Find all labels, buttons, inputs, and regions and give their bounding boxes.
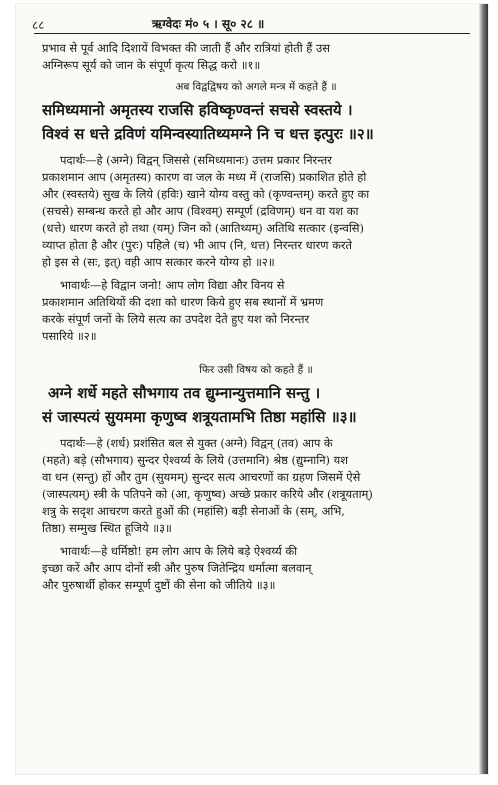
text-line: प्रभाव से पूर्व आदि दिशायें विभक्त की जाती हैं और रात्रियां होती हैं उस xyxy=(42,41,330,55)
mantra-verse xyxy=(42,381,470,429)
bhavartha-paragraph xyxy=(42,277,470,345)
text-line: और (स्वस्तये) सुख के लिये (हविः) खाने योग्य वस्तु को (कृण्वन्तम्) करते हुए का xyxy=(42,187,370,201)
text-line: वा धन (सन्तु) हों और तुम (सुयमम्) सुन्दर सत्य आचरणों का ग्रहण जिसमें ऐसे xyxy=(42,470,361,484)
text-line: (धत्ते) धारण करते हो तथा (यम्) जिन को (आतिथ्यम्) अतिथि सत्कार (इन्वसि) xyxy=(42,221,364,235)
text-line: भावार्थः—हे विद्वान जनो! आप लोग विद्या और विनय से xyxy=(60,278,285,292)
text-line: पदार्थः—हे (शर्ध) प्रशंसित बल से युक्त (अग्ने) विद्वन् (तव) आप के xyxy=(60,436,333,450)
padartha-paragraph xyxy=(42,435,470,537)
section-intro: फिर उसी विषय को कहते हैं ॥ xyxy=(199,364,313,376)
text-line: शत्रु के सदृश आचरण करते हुओं की (महांसि) बड़ी सेनाओं के (सम्, अभि, xyxy=(42,504,345,518)
bhavartha-paragraph xyxy=(42,543,470,594)
header-rule xyxy=(34,33,470,34)
text-line: (महते) बड़े (सौभगाय) सुन्दर ऐश्वर्य्य के लिये (उत्तमानि) श्रेष्ठ (द्युम्नानि) यश xyxy=(42,453,348,467)
text-line: हो इस से (सः, इत्) वही आप सत्कार करने योग्य हो ॥२॥ xyxy=(42,255,275,269)
continuation-text xyxy=(42,40,470,74)
mantra-line: विश्वं स धत्ते द्रविणं यमिन्वस्यातिथ्यमग्ने नि च धत्त इत्पुरः ॥२॥ xyxy=(42,125,374,143)
text-line: अग्निरूप सूर्य को जान के संपूर्ण कृत्य सिद्ध करो ॥१॥ xyxy=(42,58,261,72)
padartha-paragraph xyxy=(42,152,470,271)
text-line: प्रकाशमान अतिथियों की दशा को धारण किये हुए सब स्थानों में भ्रमण xyxy=(42,295,324,309)
text-line: (जास्पत्यम्) स्त्री के पतिपने को (आ, कृणुष्व) अच्छे प्रकार करिये और (शत्रूयताम्) xyxy=(42,487,373,501)
mantra-line: समिध्यमानो अमृतस्य राजसि हविष्कृण्वन्तं सचसे स्वस्तये । xyxy=(42,101,353,119)
page-gutter-shadow xyxy=(479,4,488,774)
text-line: (सचसे) सम्बन्ध करते हो और आप (विश्वम्) सम्पूर्ण (द्रविणम्) धन वा यश का xyxy=(42,204,359,218)
running-title: ऋग्वेदः मं० ५ । सू० २८ ॥ xyxy=(152,17,265,31)
text-line: व्याप्त होता है और (पुरः) पहिले (च) भी आप (नि, धत्त) निरन्तर धारण करते xyxy=(42,238,353,252)
text-line: तिष्ठा) सम्मुख स्थित हूजिये ॥३॥ xyxy=(42,521,172,535)
text-line: पसारिये ॥२॥ xyxy=(42,329,97,343)
book-page xyxy=(16,4,488,774)
text-line: इच्छा करें और आप दोनों स्त्री और पुरुष जितेन्द्रिय धर्मात्मा बलवान् xyxy=(42,561,312,575)
text-line: भावार्थः—हे धर्मिष्ठो! हम लोग आप के लिये बड़े ऐश्वर्य्य की xyxy=(60,544,298,558)
text-line: प्रकाशमान आप (अमृतस्य) कारण वा जल के मध्य में (राजसि) प्रकाशित होते हो xyxy=(42,170,367,184)
text-line: करके संपूर्ण जनों के लिये सत्य का उपदेश देते हुए यश को निरन्तर xyxy=(42,312,310,326)
page-number: ८८ xyxy=(32,18,45,32)
text-line: पदार्थः—हे (अग्ने) विद्वन् जिससे (समिध्यमानः) उत्तम प्रकार निरन्तर xyxy=(60,153,332,167)
mantra-line: सं जास्पत्यं सुयममा कृणुष्व शत्रूयतामभि तिष्ठा महांसि ॥३॥ xyxy=(42,408,357,426)
mantra-verse xyxy=(42,98,470,146)
text-line: और पुरुषार्थी होकर सम्पूर्ण दुष्टों की सेना को जीतिये ॥३॥ xyxy=(42,578,276,592)
mantra-line: अग्ने शर्धे महते सौभगाय तव द्युम्नान्युत्तमानि सन्तु । xyxy=(48,384,321,402)
page-body xyxy=(42,40,470,594)
section-intro: अब विद्वद्विषय को अगले मन्त्र में कहते हैं ॥ xyxy=(175,81,337,93)
